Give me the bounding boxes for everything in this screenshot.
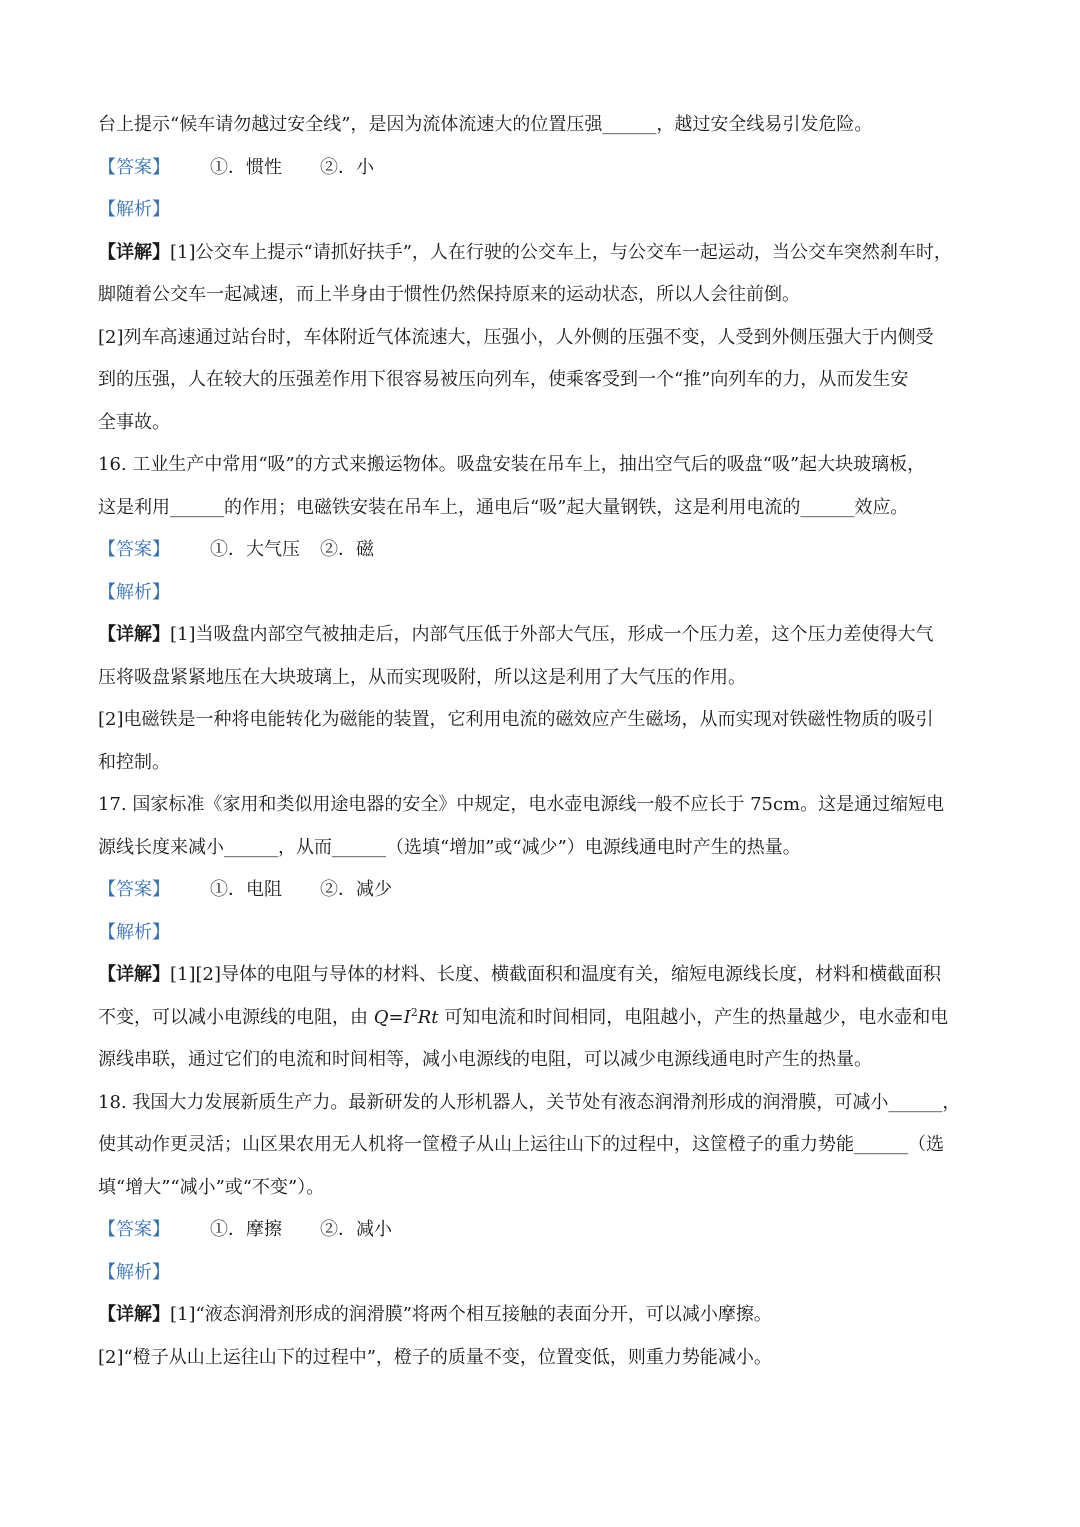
answer-option-1: ①．大气压 [210, 539, 300, 560]
detail-text: [1]当吸盘内部空气被抽走后，内部气压低于外部大气压，形成一个压力差，这个压力差使得大气 [170, 624, 934, 645]
q17-detail-b [98, 997, 982, 1040]
answer-label: 【答案】 [98, 539, 170, 560]
answer-option-2: ②．减小 [320, 1219, 392, 1240]
answer-label: 【答案】 [98, 156, 170, 178]
detail-label: 【详解】 [98, 1304, 170, 1325]
q15-analysis-label: 【解析】 [98, 199, 170, 220]
detail-text-pre: 不变，可以减小电源线的电阻，由 [98, 1006, 374, 1028]
q15-detail-2c: 全事故。 [98, 411, 170, 433]
formula-rt: Rt [417, 1006, 439, 1028]
detail-text: [1][2]导体的电阻与导体的材料、长度、横截面积和温度有关，缩短电源线长度，材料和横截面积 [170, 964, 941, 985]
q17-answer [98, 869, 982, 912]
q16-question-a: 16. 工业生产中常用“吸”的方式来搬运物体。吸盘安装在吊车上，抽出空气后的吸盘“吸”起大块玻璃板， [98, 454, 926, 475]
detail-label: 【详解】 [98, 624, 170, 645]
formula-i: I [403, 1006, 411, 1028]
q15-answer [98, 147, 982, 190]
formula-exponent: 2 [410, 1005, 418, 1019]
q15-detail-2b: 到的压强，人在较大的压强差作用下很容易被压向列车，使乘客受到一个“推”向列车的力，从而发生安 [98, 369, 909, 390]
detail-label: 【详解】 [98, 964, 170, 985]
answer-option-2: ②．小 [320, 156, 374, 178]
detail-label: 【详解】 [98, 241, 170, 263]
formula-q: Q [373, 1006, 389, 1028]
q16-detail-2b: 和控制。 [98, 751, 170, 773]
q15-detail-1a [98, 232, 982, 275]
answer-label: 【答案】 [98, 1219, 170, 1240]
answer-option-1: ①．惯性 [210, 156, 282, 178]
formula-equals: = [388, 1006, 404, 1028]
q18-question-c: 填“增大”“减小”或“不变”）。 [98, 1176, 325, 1198]
answer-option-2: ②．减少 [320, 879, 392, 900]
answer-option-1: ①．摩擦 [210, 1219, 282, 1240]
q16-detail-2a: [2]电磁铁是一种将电能转化为磁能的装置，它利用电流的磁效应产生磁场，从而实现对铁磁性物质的吸引 [98, 709, 934, 730]
q17-detail-a [98, 954, 982, 997]
q17-question-b: 源线长度来减小______，从而______（选填“增加”或“减少”）电源线通电时产生的热量。 [98, 836, 801, 858]
q16-detail-1b: 压将吸盘紧紧地压在大块玻璃上，从而实现吸附，所以这是利用了大气压的作用。 [98, 666, 746, 688]
answer-label: 【答案】 [98, 879, 170, 900]
q16-answer [98, 529, 982, 572]
q15-question-tail: 台上提示“候车请勿越过安全线”，是因为流体流速大的位置压强______，越过安全线易引发危险。 [98, 114, 873, 135]
q16-analysis-label: 【解析】 [98, 581, 170, 603]
q16-detail-1a [98, 614, 982, 657]
detail-text-post: 可知电流和时间相同，电阻越小，产生的热量越少，电水壶和电 [438, 1006, 949, 1028]
answer-option-1: ①．电阻 [210, 879, 282, 900]
q17-question-a: 17. 国家标准《家用和类似用途电器的安全》中规定，电水壶电源线一般不应长于 75cm。这是通过缩短电 [98, 794, 945, 815]
q17-detail-c: 源线串联，通过它们的电流和时间相等，减小电源线的电阻，可以减少电源线通电时产生的热量。 [98, 1049, 872, 1070]
q18-question-a: 18. 我国大力发展新质生产力。最新研发的人形机器人，关节处有液态润滑剂形成的润滑膜，可减小______， [98, 1091, 961, 1113]
detail-text: [1]“液态润滑剂形成的润滑膜”将两个相互接触的表面分开，可以减小摩擦。 [170, 1304, 772, 1325]
detail-text: [1]公交车上提示“请抓好扶手”，人在行驶的公交车上，与公交车一起运动，当公交车突然刹车时， [170, 241, 952, 263]
answer-option-2: ②．磁 [320, 539, 374, 560]
q16-question-b: 这是利用______的作用；电磁铁安装在吊车上，通电后“吸”起大量钢铁，这是利用电流的______效应。 [98, 496, 909, 518]
q15-detail-1b: 脚随着公交车一起减速，而上半身由于惯性仍然保持原来的运动状态，所以人会往前倒。 [98, 284, 800, 305]
q17-analysis-label: 【解析】 [98, 921, 170, 943]
q15-detail-2a: [2]列车高速通过站台时，车体附近气体流速大，压强小，人外侧的压强不变，人受到外侧压强大于内侧受 [98, 326, 934, 348]
q18-analysis-label: 【解析】 [98, 1261, 170, 1283]
q18-question-b: 使其动作更灵活；山区果农用无人机将一筐橙子从山上运往山下的过程中，这筐橙子的重力势能______（选 [98, 1134, 944, 1155]
q18-detail-1 [98, 1294, 982, 1337]
q18-detail-2: [2]“橙子从山上运往山下的过程中”，橙子的质量不变，位置变低，则重力势能减小。 [98, 1346, 772, 1368]
q18-answer [98, 1209, 982, 1252]
